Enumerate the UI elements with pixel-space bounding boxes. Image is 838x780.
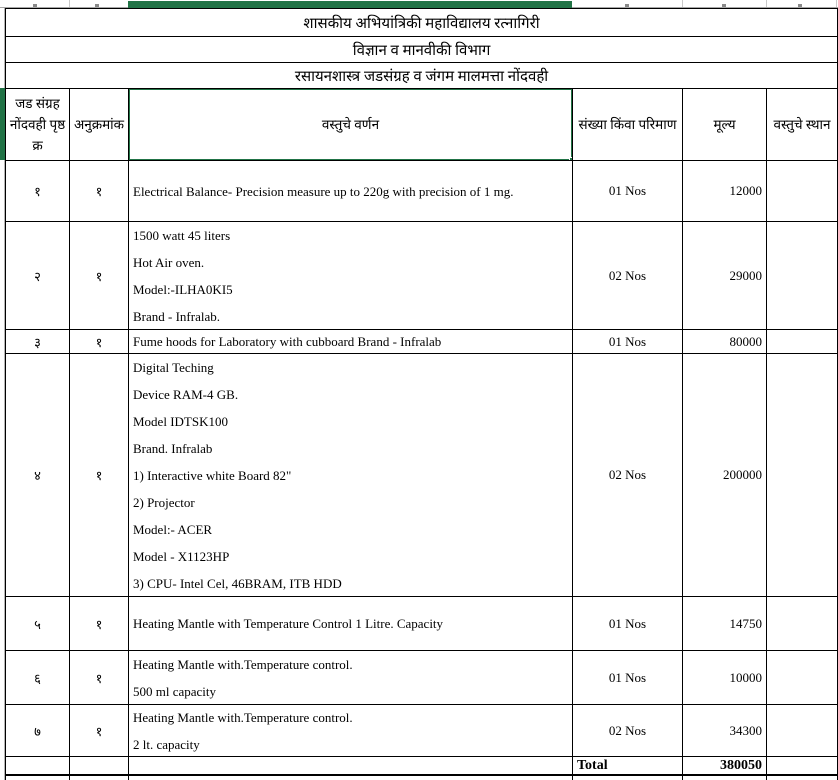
page-no-cell-text: १ <box>34 184 41 199</box>
sr-no-cell[interactable] <box>70 705 129 757</box>
description-line: Hot Air oven. <box>133 254 205 270</box>
qty-cell[interactable] <box>573 330 683 354</box>
location-cell[interactable] <box>767 161 838 222</box>
qty-cell[interactable] <box>573 597 683 651</box>
header-cell-page-no-text: जड संग्रह नोंदवही पृष्ठ क्र <box>9 96 66 153</box>
description-line: 2) Projector <box>133 494 195 510</box>
title-cell-register-name[interactable] <box>6 63 838 89</box>
page-no-cell-text: ६ <box>34 670 41 686</box>
description-line: Heating Mantle with.Temperature control. <box>133 656 353 672</box>
sr-no-cell[interactable] <box>70 330 129 354</box>
column-letter-fragment <box>722 4 726 7</box>
total-label-cell[interactable] <box>573 757 683 775</box>
value-cell[interactable] <box>683 330 767 354</box>
header-cell-description-text: वस्तुचे वर्णन <box>321 117 380 132</box>
page-no-cell-text: ३ <box>34 334 41 350</box>
description-line: 1500 watt 45 liters <box>133 227 231 243</box>
table-row <box>6 330 838 354</box>
description-line: Model:- ACER <box>133 521 213 537</box>
page-no-cell-text: ५ <box>34 616 41 632</box>
table-row <box>6 597 838 651</box>
column-separator <box>766 0 767 7</box>
sr-no-cell-text: १ <box>95 670 103 686</box>
page-no-cell[interactable] <box>6 651 70 705</box>
sr-no-cell[interactable] <box>70 651 129 705</box>
value-cell-text: 34300 <box>729 722 762 738</box>
qty-cell[interactable] <box>573 651 683 705</box>
qty-cell[interactable] <box>573 354 683 597</box>
location-cell[interactable] <box>767 705 838 757</box>
sr-no-cell-text: १ <box>95 184 103 199</box>
table-row <box>6 354 838 597</box>
value-cell-text: 10000 <box>729 669 762 685</box>
value-cell[interactable] <box>683 651 767 705</box>
partial-cell[interactable] <box>573 776 683 780</box>
description-line: Heating Mantle with Temperature Control 1 Litre. Capacity <box>133 616 444 631</box>
description-line: Electrical Balance- Precision measure up to 220g with precision of 1 mg. <box>133 183 514 199</box>
total-value-cell-text: 380050 <box>720 757 762 773</box>
description-line: Model IDTSK100 <box>133 413 228 429</box>
description-line: Brand. Infralab <box>133 440 213 456</box>
sr-no-cell-text: १ <box>95 616 103 632</box>
qty-cell[interactable] <box>573 222 683 330</box>
partial-cell[interactable] <box>767 776 838 780</box>
value-cell-text: 29000 <box>729 267 762 283</box>
table-header-row <box>6 89 838 161</box>
sr-no-cell[interactable] <box>70 597 129 651</box>
description-line: 500 ml capacity <box>133 683 217 699</box>
qty-cell[interactable] <box>573 705 683 757</box>
table-body <box>6 161 838 757</box>
page-no-cell[interactable] <box>6 222 70 330</box>
description-line: 3) CPU- Intel Cel, 46BRAM, ITB HDD <box>133 575 342 591</box>
column-separator <box>682 0 683 7</box>
sr-no-cell-text: १ <box>95 723 103 739</box>
header-cell-location[interactable] <box>767 89 838 161</box>
total-value-cell[interactable] <box>683 757 767 775</box>
total-empty-sr-no[interactable] <box>70 757 129 775</box>
qty-cell-text: 01 Nos <box>608 183 647 198</box>
header-cell-value[interactable] <box>683 89 767 161</box>
description-line: Device RAM-4 GB. <box>133 386 239 402</box>
title-cell-department[interactable] <box>6 37 838 63</box>
page-no-cell[interactable] <box>6 330 70 354</box>
description-line: 1) Interactive white Board 82" <box>133 467 292 483</box>
description-line: Fume hoods for Laboratory with cubboard Brand - Infralab <box>133 334 442 349</box>
location-cell[interactable] <box>767 222 838 330</box>
qty-cell-text: 02 Nos <box>608 722 647 738</box>
description-line: Heating Mantle with.Temperature control. <box>133 709 353 725</box>
value-cell-text: 80000 <box>729 333 762 349</box>
description-cell[interactable] <box>129 354 573 597</box>
header-cell-value-text: मूल्य <box>713 117 736 132</box>
partial-cell[interactable] <box>683 776 767 780</box>
description-line: Model - X1123HP <box>133 548 230 564</box>
total-label-cell-text: Total <box>577 757 608 773</box>
sr-no-cell[interactable] <box>70 222 129 330</box>
partial-cell[interactable] <box>129 776 573 780</box>
sr-no-cell[interactable] <box>70 161 129 222</box>
column-separator <box>836 0 837 7</box>
total-empty-page-no[interactable] <box>6 757 70 775</box>
description-line: Model:-ILHA0KI5 <box>133 281 233 297</box>
location-cell[interactable] <box>767 330 838 354</box>
sr-no-cell-text: १ <box>95 268 103 284</box>
header-cell-page-no[interactable] <box>6 89 70 161</box>
description-cell[interactable] <box>129 705 573 757</box>
sr-no-cell[interactable] <box>70 354 129 597</box>
header-cell-sr-no-text: अनुक्रमांक <box>73 117 125 132</box>
total-empty-location[interactable] <box>767 757 838 775</box>
description-cell[interactable] <box>129 161 573 222</box>
register-table <box>5 8 838 780</box>
column-header-strip[interactable] <box>0 0 838 8</box>
sr-no-cell-text: १ <box>95 468 103 483</box>
sr-no-cell-text: १ <box>95 334 103 350</box>
page-no-cell-text: ७ <box>34 723 41 739</box>
page-no-cell[interactable] <box>6 597 70 651</box>
page-no-cell[interactable] <box>6 354 70 597</box>
value-cell-text: 14750 <box>729 615 762 631</box>
register-name-text: रसायनशास्त्र जडसंग्रह व जंगम मालमत्ता नोंदवही <box>294 68 549 85</box>
description-cell[interactable] <box>129 222 573 330</box>
college-name-text: शासकीय अभियांत्रिकी महाविद्यालय रत्नागिरी <box>303 15 540 32</box>
selected-column-header-highlight[interactable] <box>128 1 572 8</box>
column-letter-fragment <box>798 4 802 7</box>
department-text: विज्ञान व मानवीकी विभाग <box>352 42 491 59</box>
column-letter-fragment <box>625 4 629 7</box>
partial-cell[interactable] <box>6 776 70 780</box>
table-row <box>6 161 838 222</box>
location-cell[interactable] <box>767 597 838 651</box>
total-empty-description[interactable] <box>129 757 573 775</box>
table-row <box>6 705 838 757</box>
value-cell[interactable] <box>683 705 767 757</box>
header-cell-description[interactable] <box>129 89 573 161</box>
value-cell[interactable] <box>683 597 767 651</box>
description-line: Digital Teching <box>133 359 214 375</box>
header-cell-qty[interactable] <box>573 89 683 161</box>
qty-cell[interactable] <box>573 161 683 222</box>
value-cell-text: 12000 <box>729 183 762 198</box>
qty-cell-text: 01 Nos <box>608 333 647 349</box>
header-cell-sr-no[interactable] <box>70 89 129 161</box>
header-cell-location-text: वस्तुचे स्थान <box>773 117 831 132</box>
value-cell[interactable] <box>683 354 767 597</box>
location-cell[interactable] <box>767 651 838 705</box>
location-cell[interactable] <box>767 354 838 597</box>
value-cell[interactable] <box>683 222 767 330</box>
table-row <box>6 651 838 705</box>
qty-cell-text: 01 Nos <box>608 615 647 631</box>
header-cell-qty-text: संख्या किंवा परिमाण <box>578 117 677 132</box>
partial-next-row <box>6 776 838 780</box>
page-no-cell-text: ४ <box>34 468 41 483</box>
qty-cell-text: 02 Nos <box>608 267 647 283</box>
page-no-cell-text: २ <box>34 268 41 284</box>
description-line: 2 lt. capacity <box>133 736 200 752</box>
qty-cell-text: 01 Nos <box>608 669 647 685</box>
value-cell-text: 200000 <box>723 467 762 482</box>
column-letter-fragment <box>95 4 99 7</box>
title-cell-college-name[interactable] <box>6 9 838 37</box>
value-cell[interactable] <box>683 161 767 222</box>
page-no-cell[interactable] <box>6 161 70 222</box>
description-line: Brand - Infralab. <box>133 308 220 324</box>
total-row <box>6 757 838 776</box>
column-letter-fragment <box>33 4 37 7</box>
page-no-cell[interactable] <box>6 705 70 757</box>
column-separator <box>69 0 70 7</box>
description-cell[interactable] <box>129 330 573 354</box>
partial-cell[interactable] <box>70 776 129 780</box>
table-row <box>6 222 838 330</box>
description-cell[interactable] <box>129 651 573 705</box>
description-cell[interactable] <box>129 597 573 651</box>
qty-cell-text: 02 Nos <box>608 467 647 482</box>
